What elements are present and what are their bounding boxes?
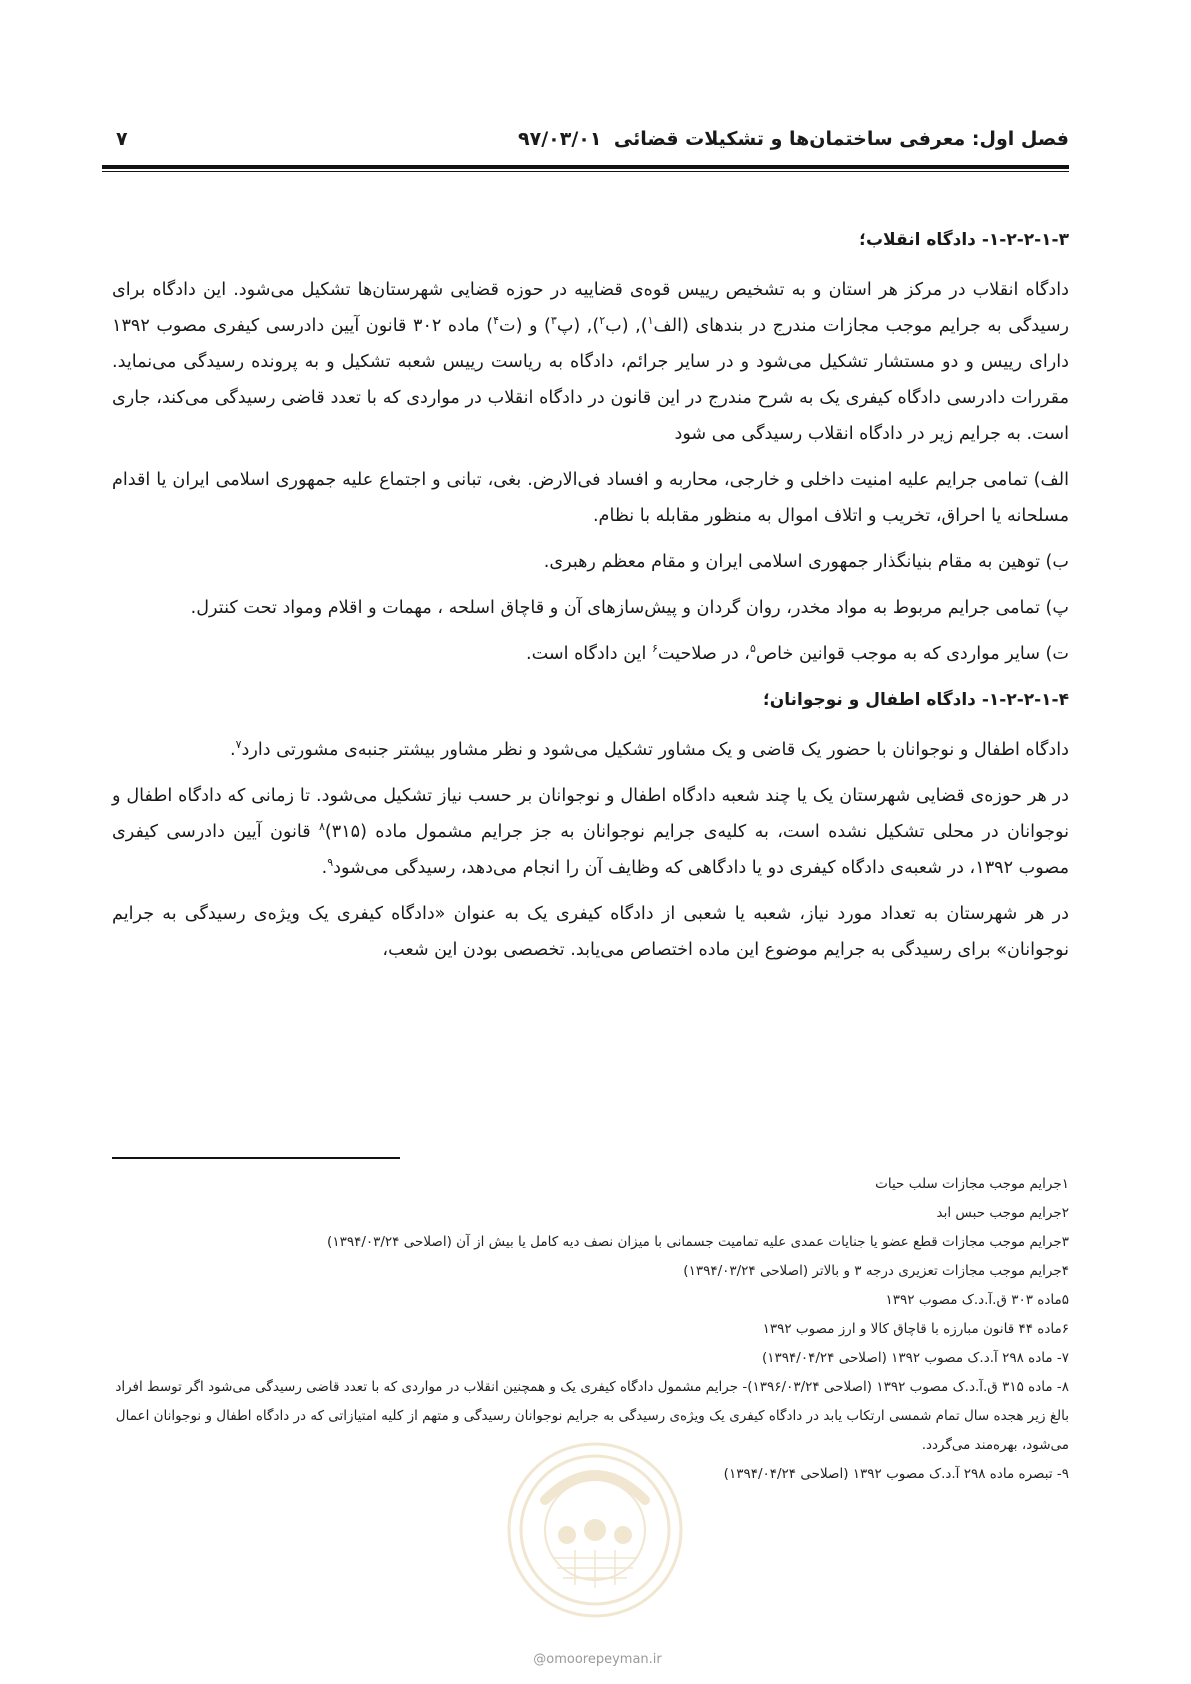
header-date: ۹۷/۰۳/۰۱ [518,128,602,150]
footnote-ref-8: ۸ [318,820,325,834]
footnote-ref-1: ۱ [647,314,654,328]
paragraph-juvenile-3: در هر شهرستان به تعداد مورد نیاز، شعبه یا شعبی از دادگاه کیفری یک به عنوان «دادگاه کیفری یک ویژه‌ی رسیدگی به جرایم نوجوانان» برای رسیدگی به جرایم موضوع این ماده اختصاص می‌یابد. تخصصی بودن این شعب، [112,904,1069,960]
footnote-6: ۶ماده ۴۴ قانون مبارزه با قاچاق کالا و ارز مصوب ۱۳۹۲ [762,1321,1069,1337]
list-item-pe: پ) تمامی جرایم مربوط به مواد مخدر، روان گردان و پیش‌سازهای آن و قاچاق اسلحه ، مهمات و اقلام ومواد تحت کنترل. [190,598,1069,618]
footnote-ref-3: ۳ [550,314,557,328]
footnote-8: ۸- ماده ۳۱۵ ق.آ.د.ک مصوب ۱۳۹۲ (اصلاحی ۱۳۹۶/۰۳/۲۴)- جرایم مشمول دادگاه کیفری یک و همچنین انقلاب در مواردی که با تعدد قاضی رسیدگی می‌شود اگر توسط افراد بالغ زیر هجده سال تمام شمسی ارتکاب یابد در دادگاه کیفری یک ویژه‌ی رسیدگی به جرایم نوجوانان رسیدگی و متهم از کلیه امتیازاتی که در دادگاه اطفال و نوجوانان اعمال می‌شود، بهره‌مند می‌گردد. [115,1379,1069,1453]
list-item-te: ت) سایر مواردی که به موجب قوانین خاص$^۵$، در صلاحیت$^۶$ این دادگاه است. [526,642,1069,664]
page-number: ۷ [116,128,128,150]
footnote-ref-4: ۴ [493,314,500,328]
header-rule-thin [102,171,1069,172]
footnote-7: ۷- ماده ۲۹۸ آ.د.ک مصوب ۱۳۹۲ (اصلاحی ۱۳۹۴/۰۴/۲۴) [762,1350,1069,1366]
body-text [112,222,1069,978]
watermark-seal-logo [505,1440,685,1620]
footnote-9: ۹- تبصره ماده ۲۹۸ آ.د.ک مصوب ۱۳۹۲ (اصلاحی ۱۳۹۴/۰۴/۲۴) [723,1466,1069,1482]
list-item-alef: الف) تمامی جرایم علیه امنیت داخلی و خارجی، محاربه و افساد فی‌الارض. بغی، تبانی و اجتماع علیه جمهوری اسلامی ایران یا اقدام مسلحانه یا احراق، تخریب و اتلاف اموال به منظور مقابله با نظام. [112,470,1069,526]
footnote-separator [112,1157,400,1159]
footnote-3: ۳جرایم موجب مجازات قطع عضو یا جنایات عمدی علیه تمامیت جسمانی با میزان نصف دیه کامل یا بیش از آن (اصلاحی ۱۳۹۴/۰۳/۲۴) [327,1234,1069,1250]
paragraph-juvenile-2: در هر حوزه‌ی قضایی شهرستان یک یا چند شعبه دادگاه اطفال و نوجوانان بر حسب نیاز تشکیل می‌شود. تا زمانی که دادگاه اطفال و نوجوانان در محلی تشکیل نشده است، به کلیه‌ی جرایم نوجوانان به جز جرایم مشمول ماده (۳۱۵)$^۸$ قانون آیین دادرسی کیفری مصوب ۱۳۹۲، در شعبه‌ی دادگاه کیفری دو یا دادگاهی که وظایف آن را انجام می‌دهد، رسیدگی می‌شود$^۹$. [112,786,1069,878]
chapter-title: فصل اول: معرفی ساختمان‌ها و تشکیلات قضائی [613,128,1069,150]
footnote-ref-2: ۲ [599,314,606,328]
footnote-ref-6: ۶ [651,642,658,656]
footnote-1: ۱جرایم موجب مجازات سلب حیات [875,1176,1069,1192]
paragraph-juvenile-1: دادگاه اطفال و نوجوانان با حضور یک قاضی و یک مشاور تشکیل می‌شود و نظر مشاور بیشتر جنبه‌ی مشورتی دارد$^۷$. [230,738,1069,760]
list-item-be: ب) توهین به مقام بنیانگذار جمهوری اسلامی ایران و مقام معظم رهبری. [543,552,1069,572]
footnote-ref-9: ۹ [327,856,334,870]
footnote-ref-5: ۵ [749,642,756,656]
footnote-5: ۵ماده ۳۰۳ ق.آ.د.ک مصوب ۱۳۹۲ [885,1292,1069,1308]
watermark-website: @omoorepeyman.ir [533,1652,662,1667]
footnote-ref-7: ۷ [235,738,242,752]
running-header [112,128,1069,158]
header-rule-thick [102,165,1069,169]
section-heading-juvenile: ۱-۲-۲-۱-۴- دادگاه اطفال و نوجوانان؛ [762,690,1069,710]
footnote-4: ۴جرایم موجب مجازات تعزیری درجه ۳ و بالاتر (اصلاحی ۱۳۹۴/۰۳/۲۴) [683,1263,1069,1279]
paragraph-revolution-intro: دادگاه انقلاب در مرکز هر استان و به تشخیص رییس قوه‌ی قضاییه در حوزه قضایی شهرستان‌ها تشکیل می‌شود. این دادگاه برای رسیدگی به جرایم موجب مجازات مندرج در بندهای (الف$^۱$), (ب$^۲$), (پ$^۳$) و (ت$^۴$) ماده ۳۰۲ قانون آیین دادرسی کیفری مصوب ۱۳۹۲ دارای رییس و دو مستشار تشکیل می‌شود و در سایر جرائم، دادگاه به ریاست رییس شعبه تشکیل و به پرونده رسیدگی می‌نماید. مقررات دادرسی دادگاه کیفری یک به شرح مندرج در این قانون در دادگاه انقلاب در مواردی که با تعدد قاضی رسیدگی می‌کند، جاری است. به جرایم زیر در دادگاه انقلاب رسیدگی می شود [112,280,1070,444]
section-heading-revolution: ۱-۲-۲-۱-۳- دادگاه انقلاب؛ [859,230,1069,250]
footnote-2: ۲جرایم موجب حبس ابد [936,1205,1069,1221]
